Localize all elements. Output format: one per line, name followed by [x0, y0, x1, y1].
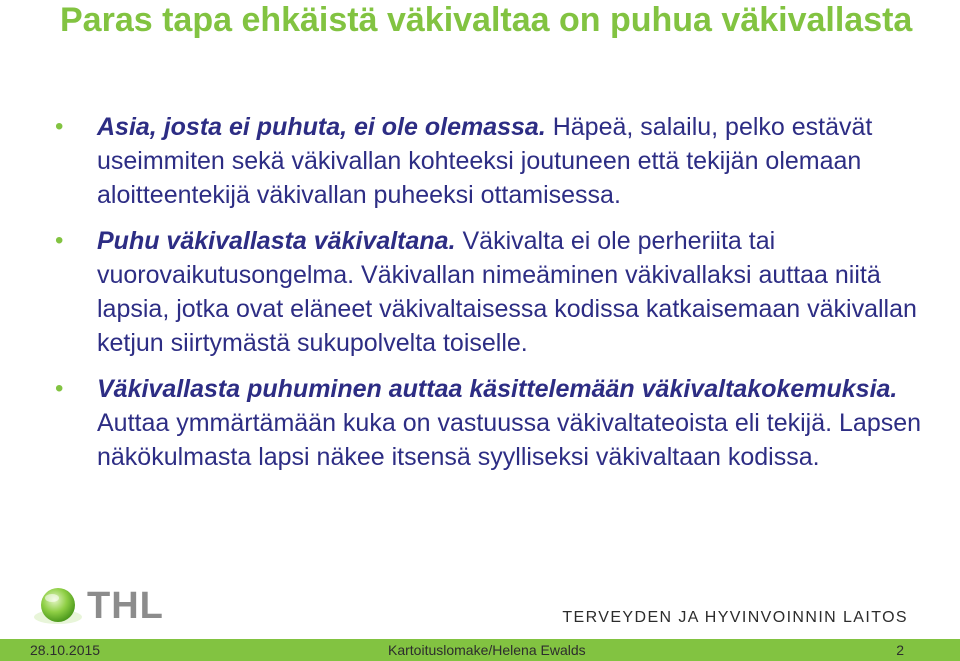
organization-name: TERVEYDEN JA HYVINVOINNIN LAITOS [562, 609, 908, 626]
bullet-item [55, 224, 925, 360]
bullet-list [55, 110, 925, 486]
footer-bar [0, 639, 960, 661]
page-number: 2 [896, 642, 904, 658]
slide-title: Paras tapa ehkäistä väkivaltaa on puhua väkivallasta [60, 1, 913, 39]
bullet-emphasis: Väkivallasta puhuminen auttaa käsittelemään väkivaltakokemuksia. [97, 375, 898, 403]
footer-author: Kartoituslomake/Helena Ewalds [388, 642, 586, 658]
bullet-emphasis: Asia, josta ei puhuta, ei ole olemassa. [97, 113, 546, 141]
bullet-dot-icon: • [55, 227, 64, 254]
bullet-text: Häpeä, salailu, pelko estävät useimmiten sekä väkivallan kohteeksi joutuneen että tekijän olemaan aloitteentekijä väkivallan puheeksi ottamisessa. [97, 113, 873, 209]
bullet-text: Auttaa ymmärtämään kuka on vastuussa väkivaltateoista eli tekijä. Lapsen näkökulmasta lapsi näkee itsensä syylliseksi väkivaltaan kodissa. [97, 409, 922, 471]
bullet-dot-icon: • [55, 375, 64, 402]
bullet-item [55, 372, 925, 474]
bullet-text: Väkivalta ei ole perheriita tai vuorovaikutusongelma. Väkivallan nimeäminen väkivallaksi auttaa niitä lapsia, jotka ovat eläneet väkivaltaisessa kodissa katkaisemaan väkivallan ketjun siirtymästä sukupolvelta toiselle. [97, 227, 917, 357]
bullet-dot-icon: • [55, 113, 64, 140]
footer-date: 28.10.2015 [30, 642, 101, 658]
thl-logo-text: THL [87, 585, 164, 627]
bullet-item [55, 110, 925, 212]
bullet-emphasis: Puhu väkivallasta väkivaltana. [97, 227, 456, 255]
